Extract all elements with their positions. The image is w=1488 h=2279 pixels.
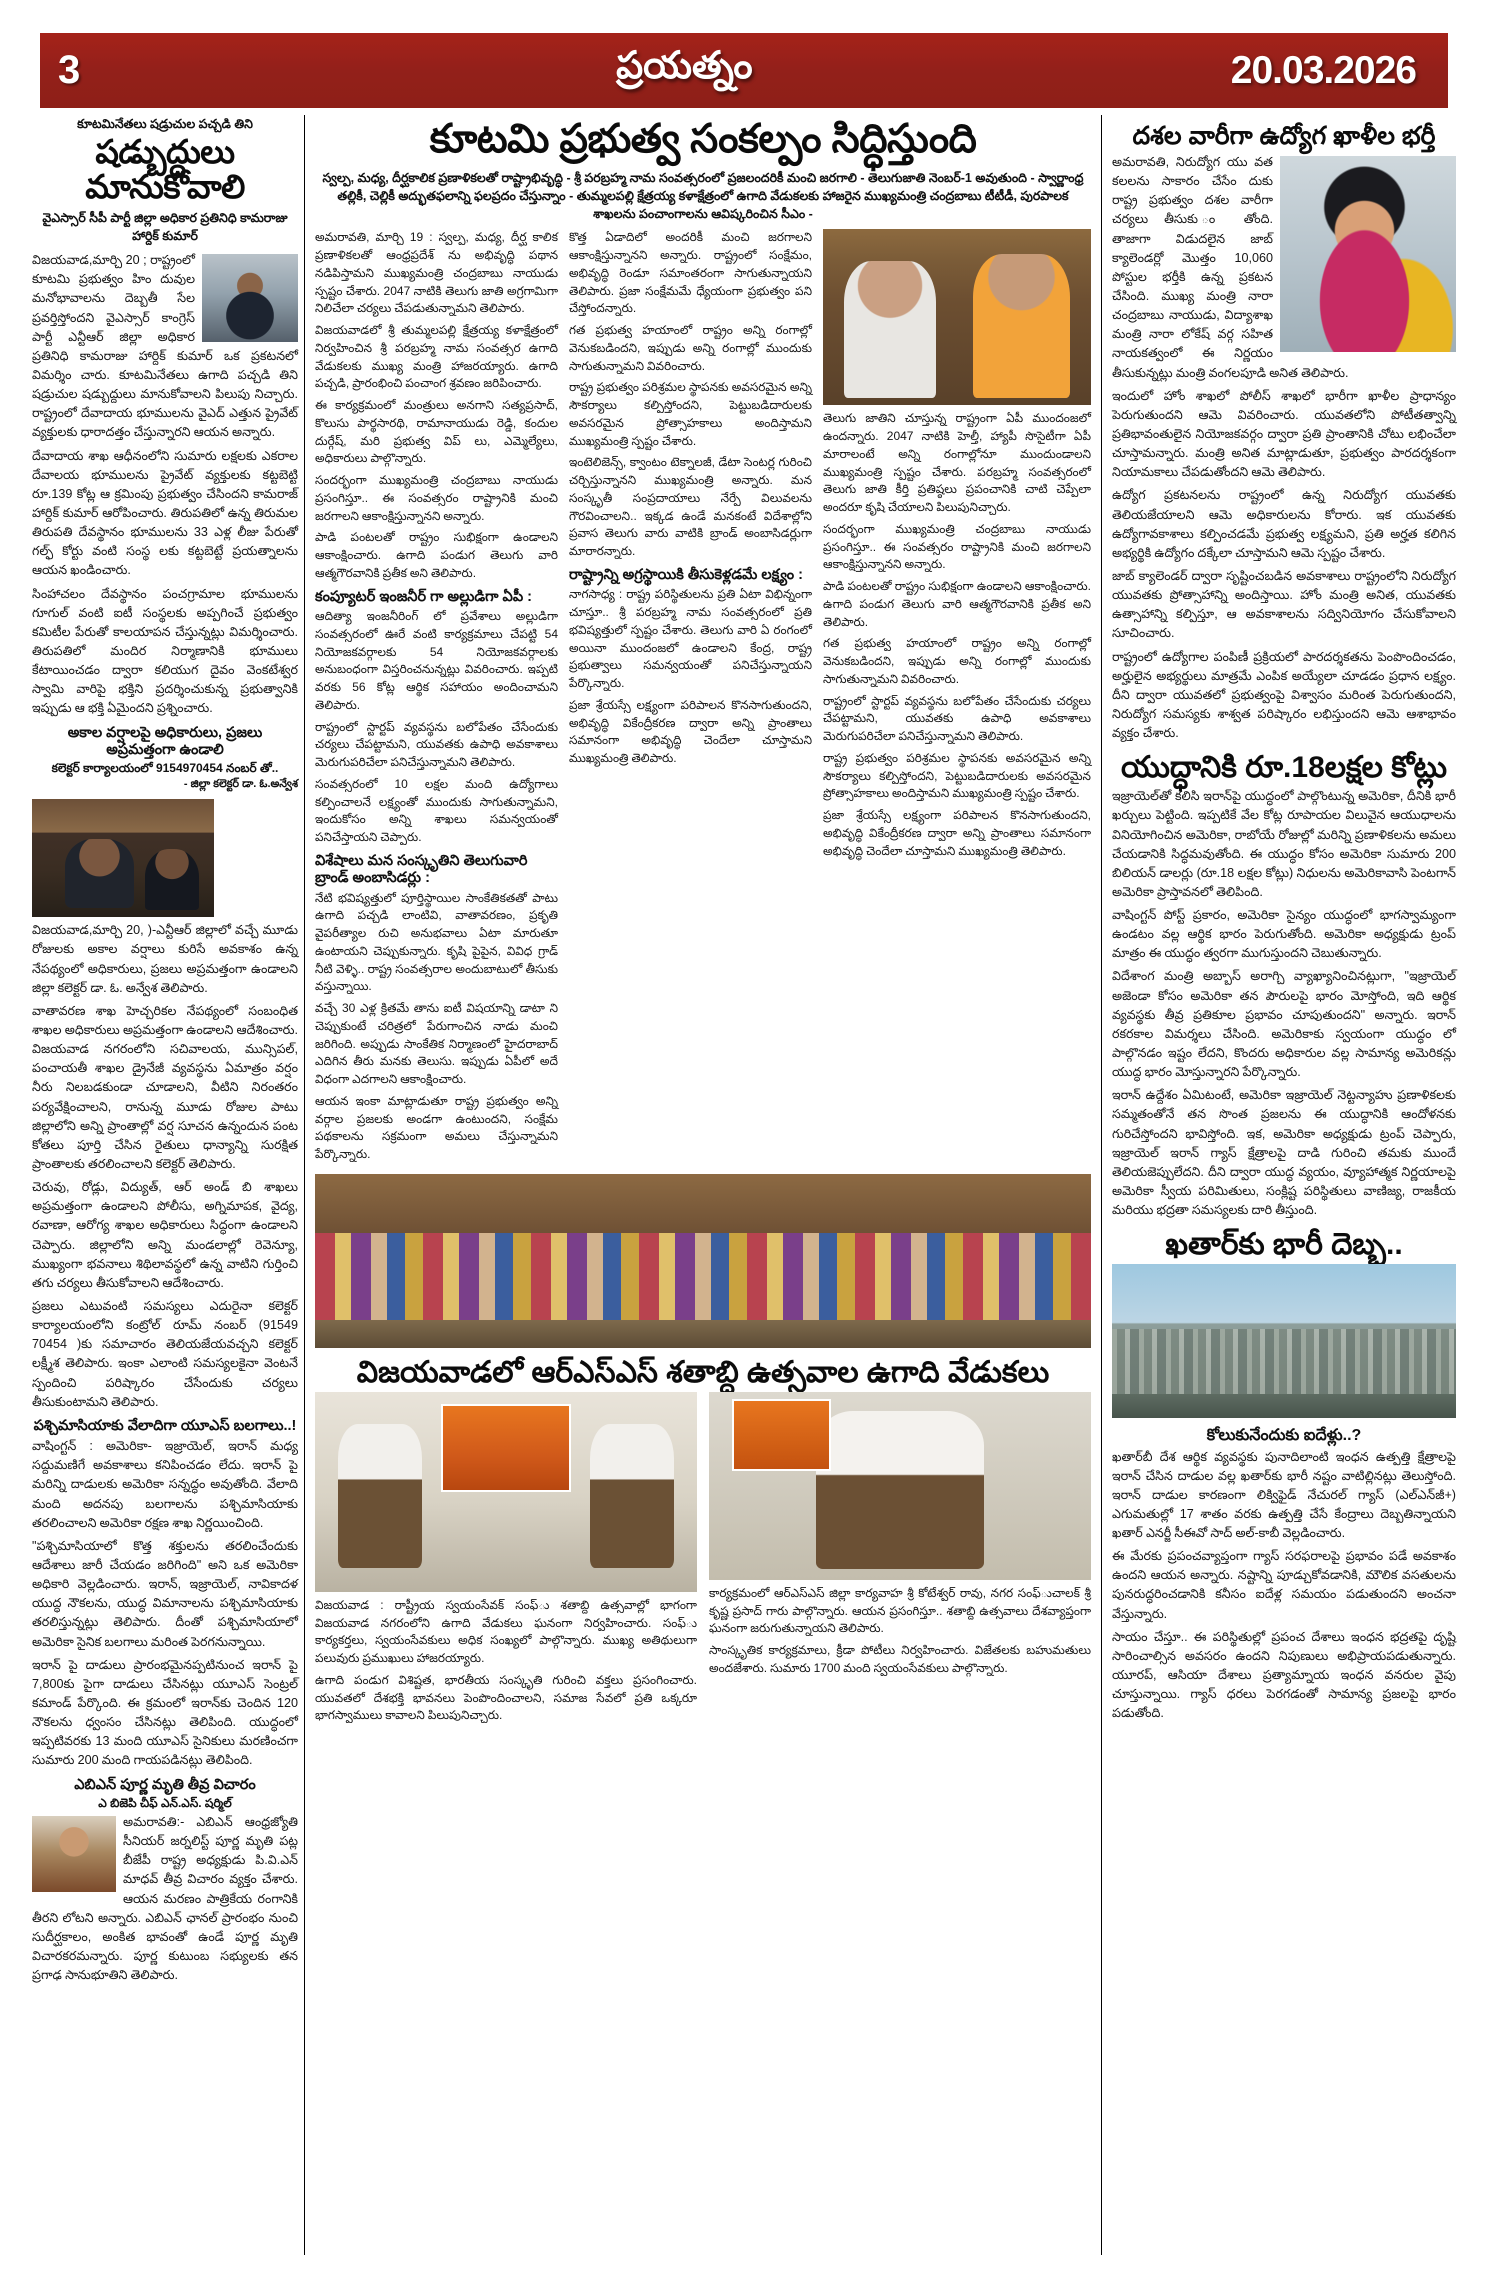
center-para-8: ఆదిత్యా ఇంజనీరింగ్ లో ప్రవేశాలు అల్లుడిగా సంవత్సరంలో ఊరే వంటి కార్యక్రమాలు చేపట్టి 54 నియోజకవర్గాలకు 54 నియోజకవర్గాలకు అనుబంధంగా విస్తరించనున్నట్లు వివరించారు. ఇప్పటి వరకు 56 కోట్ల ఆర్థిక సహాయం అందించామని తెలిపారు. [315,609,558,712]
right-column [1102,115,1460,2255]
photo-home-minister [1280,156,1456,352]
right-s1-para-3: ఉద్యోగ ప్రకటనలను రాష్ట్రంలో ఉన్న నిరుద్యోగ యువతకు తెలియజేయాలని ఆమె అధికారులను కోరారు. ఇక యువతకు ఉద్యోగావకాశాలు కల్పించడమే ప్రభుత్వ లక్ష్యమని, ప్రతి అర్హత కలిగిన అభ్యర్థికి ఉద్యోగం దక్కేలా చూస్తామని ఆమె స్పష్టం చేశారు. [1112,488,1456,560]
right-s3-para-2: ఈ మేరకు ప్రపంచవ్యాప్తంగా గ్యాస్ సరఫరాలపై ప్రభావం పడే అవకాశం ఉందని ఆయన అన్నారు. నష్టాన్ని పూడ్చుకోవడానికి, మౌలిక వసతులను పునరుద్ధరించడానికి కనీసం ఐదేళ్ల సమయం పడుతుందని అంచనా వేస్తున్నారు. [1112,1549,1456,1621]
right-s3-para-3: సాయం చేస్తూ.. ఈ పరిస్థితుల్లో ప్రపంచ దేశాలు ఇంధన భద్రతపై దృష్టి సారించాల్సిన అవసరం ఉందని నిపుణులు అభిప్రాయపడుతున్నారు. యూరప్, ఆసియా దేశాలు ప్రత్యామ్నాయ ఇంధన వనరుల వైపు చూస్తున్నాయి. గ్యాస్ ధరలు పెరగడంతో సామాన్య ప్రజలపై భారం పడుతోంది. [1112,1629,1456,1721]
left-story-kicker: కూటమినేతలు షడ్రుచుల పచ్చడి తిని [77,117,253,131]
center-story-deck: స్వల్ప, మధ్య, దీర్ఘకాలిక ప్రణాళికలతో రాష్ట్రాభివృద్ధి - శ్రీ పరబ్రహ్మ నామ సంవత్సరంలో ప్రజలందరికీ మంచి జరగాలి - తెలుగుజాతి నెంబర్-1 అవుతుంది - స్వార్ణాంధ్ర తల్లికీ, చెల్లికీ అద్భుతఫలాన్ని ఫలప్రదం చేస్తున్నాం - తుమ్మలపల్లి క్షేత్రయ్య కళాక్షేత్రంలో ఉగాది వేడుకలకు హాజరైన ముఖ్యమంత్రి చంద్రబాబు టీటీడీ, పురపాలక శాఖలను పంచాంగాలను ఆవిష్కరించిన సీఎం - [322,171,1084,222]
left-para-5: వాతావరణ శాఖ హెచ్చరికల నేపథ్యంలో సంబంధిత శాఖల అధికారులు అప్రమత్తంగా ఉండాలని ఆదేశించారు. విజయవాడ నగరంలోని సచివాలయ, మున్సిపల్, పంచాయతీ శాఖల డ్రైనేజీ వ్యవస్థను ఏమాత్రం వర్షం నీరు నిలబడకుండా చూడాలని, వీటిని నిరంతరం పర్యవేక్షించాలని, రానున్న మూడు రోజుల పాటు జిల్లాలోని అన్ని ప్రాంతాల్లో వర్ష సూచన ఉన్నందున పంట కోతలు పూర్తి చేసిన రైతులు ధాన్యాన్ని సురక్షిత ప్రాంతాలకు తరలించాలని కలెక్టర్ తెలిపారు. [32,1003,298,1171]
right-story1-headline: దశల వారీగా ఉద్యోగ ఖాళీల భర్తీ [1132,122,1436,150]
center-para-2: విజయవాడలో శ్రీ తుమ్మలపల్లి క్షేత్రయ్య కళాక్షేత్రంలో నిర్వహించిన శ్రీ పరబ్రహ్మ నామ సంవత్సర ఉగాది వేడుకలకు ముఖ్య మంత్రి హాజరయ్యారు. ఉగాది పచ్చడి, ప్రారంభించి పంచాంగ శ్రవణం జరిపించారు. [315,323,558,391]
center-column [304,115,1102,2255]
center-para-13e: రాష్ట్రంలో స్టార్టప్ వ్యవస్థను బలోపేతం చేసేందుకు చర్యలు చేపట్టామని, యువతకు ఉపాధి అవకాశాలు మెరుగుపరిచేలా పనిచేస్తున్నామని తెలిపారు. [823,693,1091,744]
left-para-3: సింహాచలం దేవస్థానం పంచగ్రామాల భూములను గూగుల్ వంటి ఐటీ సంస్థలకు అప్పగించే ప్రభుత్వం కమిటీల పేరుతో కాలయాపన చేస్తున్నట్లు విమర్శించారు. తిరుపతిలో మందిర నిర్మాణానికి భూములు కేటాయించడం ద్వారా కలియుగ దైవం వెంకటేశ్వర స్వామి వారిపై భక్తిని ప్రదర్శించుకున్న ప్రభుత్వానికి ఇప్పుడు ఆ భక్తి ఏమైందని ప్రశ్నించారు. [32,586,298,716]
photo-stage-group [315,1174,1091,1348]
center-subhead-3: రాష్ట్రాన్ని అగ్రస్థాయికి తీసుకెళ్లడమే లక్ష్యం : [569,566,803,583]
center-bottom-headline: విజయవాడలో ఆర్ఎస్ఎస్ శతాబ్ది ఉత్సవాల ఉగాది వేడుకలు [356,1355,1050,1389]
left-para-10: ఇరాన్ పై దాడులు ప్రారంభమైనప్పటినుంచ ఇరాన్ పై 7,800కు పైగా దాడులు చేసినట్లు యూఎస్ సెంట్రల్ కమాండ్ పేర్కొంది. ఈ క్రమంలో ఇరాన్‌కు చెందిన 120 నౌకలను ధ్వంసం చేసినట్లు తెలిపింది. యుద్ధంలో ఇప్పటివరకు 13 మంది యూఎస్ సైనికులు మరణించగా సుమారు 200 మంది గాయపడినట్లు తెలిపింది. [32,1657,298,1768]
center-para-13f: రాష్ట్ర ప్రభుత్వం పరిశ్రమల స్థాపనకు అవసరమైన అన్ని సౌకర్యాలు కల్పిస్తోందని, పెట్టుబడిదారులకు అవసరమైన ప్రోత్సాహకాలు అందిస్తామని ముఖ్యమంత్రి స్పష్టం చేశారు. [823,750,1091,801]
photo-cm-greeting [823,229,1091,405]
center-bottom-grid [315,1392,1091,1729]
center-para-10: సంవత్సరంలో 10 లక్షల మంది ఉద్యోగాలు కల్పించాలనే లక్ష్యంతో ముందుకు సాగుతున్నామని, ఇందుకోసం అన్ని శాఖలు సమన్వయంతో పనిచేస్తాయని చెప్పారు. [315,776,558,845]
left-subline-3: ఎ బిజెపి చీఫ్ ఎన్.ఎస్. షర్మిల్ [98,1795,232,1810]
photo-party-spokesperson [202,254,298,342]
center-para-4: సందర్భంగా ముఖ్యమంత్రి చంద్రబాబు నాయుడు ప్రసంగిస్తూ.. ఈ సంవత్సరం రాష్ట్రానికి మంచి జరగాలని ఆకాంక్షిస్తున్నానని అన్నారు. [315,473,558,523]
center-para-13g: ప్రజా శ్రేయస్సే లక్ష్యంగా పరిపాలన కొనసాగుతుందని, అభివృద్ధి వికేంద్రీకరణ ద్వారా అన్ని ప్రాంతాలు సమానంగా అభివృద్ధి చెందేలా చూస్తామని ముఖ్యమంత్రి తెలిపారు. [823,808,1091,858]
left-subhead-2: పశ్చిమాసియాకు వేలాదిగా యూఎస్ బలగాలు..! [33,1417,297,1434]
center-para-18: ప్రజా శ్రేయస్సే లక్ష్యంగా పరిపాలన కొనసాగుతుందని, అభివృద్ధి వికేంద్రీకరణ ద్వారా అన్ని ప్రాంతాలు సమానంగా అభివృద్ధి చెందేలా చూస్తామని ముఖ్యమంత్రి తెలిపారు. [569,697,812,766]
left-para-11: అమరావతి:- ఎబిఎన్ ఆంధ్రజ్యోతి సీనియర్ జర్నలిస్ట్ పూర్ణ మృతి పట్ల బీజేపీ రాష్ట్ర అధ్యక్షుడు పి.వి.ఎన్ మాధవ్ తీవ్ర విచారం వ్యక్తం చేశారు. ఆయన మరణం పాత్రికేయ రంగానికి తీరని లోటని అన్నారు. ఎబిఎన్ ఛానల్ ప్రారంభం నుంచి సుదీర్ఘకాలం, అంకిత భావంతో ఉండే పూర్ణ మృతి విచారకరమన్నారు. పూర్ణ కుటుంబ సభ్యులకు తన ప్రగాఢ సానుభూతిని తెలిపారు. [32,1814,298,1983]
center-para-3: ఈ కార్యక్రమంలో మంత్రులు అనగాని సత్యప్రసాద్, కొలుసు పార్థసారథి, రామానాయుడు రెడ్డి, కందుల దుర్గేష్, మరి ప్రభుత్వ విప్ లు, ఎమ్మెల్యేలు, అధికారులు పాల్గొన్నారు. [315,398,558,466]
masthead-banner [40,33,1448,108]
center-subhead-1: కంప్యూటర్ ఇంజనీర్ గా అల్లుడిగా ఏపీ : [315,588,532,605]
page-columns [28,115,1460,2255]
center-bottom-para-2: ఉగాది పండుగ విశిష్టత, భారతీయ సంస్కృతి గురించి వక్తలు ప్రసంగించారు. యువతలో దేశభక్తి భావనలు పెంపొందించాలని, సమాజ సేవలో ప్రతి ఒక్కరూ భాగస్వాములు కావాలని పిలుపునిచ్చారు. [315,1672,697,1723]
photo-rss-speaker [709,1392,1091,1580]
left-para-1: విజయవాడ,మార్చి 20 ; రాష్ట్రంలో కూటమి ప్రభుత్వం హిం దువుల మనోభావాలను దెబ్బతీ సేల ప్రవర్తిస్తోందని వైఎస్సార్ కాంగ్రెస్ పార్టీ ఎన్టీఆర్ జిల్లా అధికార ప్రతినిధి కామరాజు హార్దిక్ కుమార్ ఒక ప్రకటనలో విమర్శిం చారు. కూటమినేతలు ఉగాది పచ్చడి తిని షడ్రుచుల షడ్బుద్దులు మానుకోవాలని పిలుపు నిచ్చారు. రాష్ట్రంలో దేవాదాయ భూములను వైఎద్ ఎత్తున ప్రైవేట్ వ్యక్తులకు ధారాదత్తం చేస్తున్నారని ఆయన అన్నారు. [32,253,298,440]
paper-title: ప్రయత్నం [616,44,753,87]
right-s1-para-4: జాబ్ క్యాలెండర్ ద్వారా సృష్టించబడిన అవకాశాలు రాష్ట్రంలోని నిరుద్యోగ యువతకు ప్రోత్సాహాన్ని అందిస్తాయి. హోం మంత్రి అనిత, యువతకు ఉత్సాహాన్ని కల్పిస్తూ, ఆ అవకాశాలను సద్వినియోగం చేసుకోవాలని సూచించారు. [1112,568,1456,641]
right-s1-para-5: రాష్ట్రంలో ఉద్యోగాల పంపిణీ ప్రక్రియలో పారదర్శకతను పెంపొందించడం, అర్హులైన అభ్యర్థులు మాత్రమే ఎంపిక అయ్యేలా చూడడం ప్రధాన లక్ష్యం. దీని ద్వారా యువతలో ప్రభుత్వంపై విశ్వాసం మరింత పెరుగుతుందని, నిరుద్యోగ సమస్యకు శాశ్వత పరిష్కారం లభిస్తుందని ఆమె ఆశాభావం వ్యక్తం చేశారు. [1112,649,1456,741]
rss-banner [441,1404,571,1492]
center-para-9: రాష్ట్రంలో స్టార్టప్ వ్యవస్థను బలోపేతం చేసేందుకు చర్యలు చేపట్టామని, యువతకు ఉపాధి అవకాశాలు మెరుగుపరిచేలా పనిచేస్తున్నామని తెలిపారు. [315,719,558,770]
left-subline-1: కలెక్టర్ కార్యాలయంలో 9154970454 నంబర్ తో.. [51,761,279,776]
left-para-4: విజయవాడ,మార్చి 20, )-ఎన్టీఆర్ జిల్లాలో వచ్చే మూడు రోజులకు అకాల వర్షాలు కురిసే అవకాశం ఉన్న నేపథ్యంలో అధికారులు, ప్రజలు అప్రమత్తంగా ఉండాలని జిల్లా కలెక్టర్ డా. ఓ. అన్వేశ తెలిపారు. [32,923,298,995]
left-story-headline: షడ్బుద్దులు మానుకోవాలి [85,132,245,206]
left-subhead-3: ఎబిఎన్ పూర్ణ మృతి తీవ్ర విచారం [74,1776,256,1793]
page-number: 3 [58,48,80,92]
left-para-6: చెరువు, రోడ్లు, విద్యుత్, ఆర్ అండ్ బి శాఖలు అప్రమత్తంగా ఉండాలని పోలీసు, అగ్నిమాపక, వైద్య, రవాణా, ఆరోగ్య శాఖల అధికారులు సిద్ధంగా ఉండాలని చెప్పారు. జిల్లాలోని అన్ని మండలాల్లో రెవెన్యూ, ముఖ్యంగా భవనాలు శిథిలావస్థలో ఉన్న వాటిని గుర్తించి తగు చర్యలు తీసుకోవాలని ఆదేశించారు. [32,1180,298,1290]
right-story2-headline: యుద్ధానికి రూ.18లక్షల కోట్లు [1120,751,1448,785]
center-para-6: కొత్త ఏడాదిలో అందరికీ మంచి జరగాలని ఆకాంక్షిస్తున్నానని అన్నారు. రాష్ట్రంలో సంక్షేమం, అభివృద్ధి రెండూ సమాంతరంగా సాగుతున్నాయని తెలిపారు. ప్రజా సంక్షేమమే ధ్యేయంగా ప్రభుత్వం పని చేస్తోందన్నారు. [569,230,812,316]
right-s2-para-4: ఇరాన్ ఉద్దేశం ఏమిటంటే, అమెరికా ఇజ్రాయెల్ నెట్టన్యాహు ప్రణాళికలకు సమ్మతంతోనే తన సొంత ప్రజలను ఈ యుద్ధానికి ఆందోళనకు గురిచేస్తోందని భావిస్తోంది. ఇక, అమెరికా అధ్యక్షుడు ట్రంప్ చెప్పారు, ఇజ్రాయెల్ ఇరాన్ గ్యాస్ క్షేత్రాలపై దాడి గురించి తమకు ముందే తెలియజెప్పులేదని. దీని ద్వారా యుద్ధ వ్యయం, వ్యూహాత్మక నిర్ణయాలపై అమెరికా స్వీయ పరిమితులు, సంక్లిష్ట పరిస్థితులు వాణిజ్య, రాజకీయ మరియు భద్రతా సమస్యలకు దారి తీస్తుంది. [1112,1088,1456,1218]
center-subhead-2: విశేషాలు మన సంస్కృతిని తెలుగువారి బ్రాండ్ అంబాసిడర్లు : [315,852,528,887]
issue-date: 20.03.2026 [1230,48,1416,92]
center-bottom-para-3: కార్యక్రమంలో ఆర్ఎస్ఎస్ జిల్లా కార్యవాహ శ్రీ కోటేశ్వర్ రావు, నగర సంఫ్ుచాలక్ శ్రీ కృష్ణ ప్రసాద్ గారు పాల్గొన్నారు. ఆయన ప్రసంగిస్తూ.. శతాబ్ది ఉత్సవాలు దేశవ్యాప్తంగా ఘనంగా జరుగుతున్నాయని తెలిపారు. [709,1585,1092,1636]
right-story3-subhead: కోలుకునేందుకు ఐదేళ్లు..? [1206,1427,1362,1445]
photo-rss-event [315,1392,697,1592]
center-top-grid [315,229,1091,1167]
center-para-11: రాష్ట్ర ప్రభుత్వం పరిశ్రమల స్థాపనకు అవసరమైన అన్ని సౌకర్యాలు కల్పిస్తోందని, పెట్టుబడిదారులకు అవసరమైన ప్రోత్సాహకాలు అందిస్తామని ముఖ్యమంత్రి స్పష్టం చేశారు. [569,380,812,448]
left-para-9: "పశ్చిమాసియాలో కొత్త శక్తులను తరలించేందుకు ఆదేశాలు జారీ చేయడం జరిగింది" అని ఒక అమెరికా అధికారి వెల్లడించారు. ఇరాన్, ఇజ్రాయెల్, నావికాదళ యుద్ధ నౌకలను, యుద్ధ విమానాలను పశ్చిమాసియాకు తరలిస్తున్నట్లు తెలిపారు. దీంతో పశ్చిమాసియాలో అమెరికా సైనిక బలగాలు మరింత పెరగనున్నాయి. [32,1538,298,1649]
center-para-5: పాడి పంటలతో రాష్ట్రం సుభిక్షంగా ఉండాలని ఆకాంక్షించారు. ఉగాది పండుగ తెలుగు వారి ఆత్మగౌరవానికి ప్రతీక అని తెలిపారు. [315,530,558,580]
center-story-headline: కూటమి ప్రభుత్వ సంకల్పం సిద్ధిస్తుంది [429,117,977,161]
left-para-8: వాషింగ్టన్ : అమెరికా- ఇజ్రాయెల్, ఇరాన్ మధ్య సద్దుమణిగే అవకాశాలు కనిపించడం లేదు. ఇరాన్ పై మరిన్ని దాడులకు అమెరికా సన్నద్ధం అవుతోంది. వేలాది మంది అదనపు బలగాలను పశ్చిమాసియాకు తరలించాలని అమెరికా రక్షణ శాఖ నిర్ణయించింది. [32,1439,298,1530]
center-para-13c: పాడి పంటలతో రాష్ట్రం సుభిక్షంగా ఉండాలని ఆకాంక్షించారు. ఉగాది పండుగ తెలుగు వారి ఆత్మగౌరవానికి ప్రతీక అని తెలిపారు. [823,579,1091,629]
right-s2-para-1: ఇజ్రాయెల్‌తో కలిసి ఇరాన్‌పై యుద్ధంలో పాల్గొంటున్న అమెరికా, దీనికి భారీ ఖర్చులు పెట్టింది. ఇప్పటికే వేల కోట్ల రూపాయల విలువైన ఆయుధాలను వినియోగించిన అమెరికా, రాబోయే రోజుల్లో మరిన్ని ప్రణాళికలను అమలు చేయడానికి సిద్ధమవుతోంది. ఈ యుద్ధం కోసం అమెరికా సుమారు 200 బిలియన్ డాలర్లు (రూ.18 లక్షల కోట్లు) నిధులను అమెరికావాసి పెంటగాన్ అమెరికా ప్రాస్తావనలో తెలిపింది. [1112,789,1456,899]
center-para-12: ఇంటెలిజెన్స్, క్వాంటం టెక్నాలజీ, డేటా సెంటర్ల గురించి చర్చిస్తున్నానని ముఖ్యమంత్రి అన్నారు. మన సంస్కృతీ సంప్రదాయాలు నేర్పే విలువలను గౌరవించాలని.. ఇక్కడ ఉండే మనకంటే విదేశాల్లోని ప్రవాస తెలుగు వారు వాటికి బ్రాండ్ అంబాసిడర్లుగా మారారన్నారు. [569,455,812,559]
center-bottom-para-4: సాంస్కృతిక కార్యక్రమాలు, క్రీడా పోటీలు నిర్వహించారు. విజేతలకు బహుమతులు అందజేశారు. సుమారు 1700 మంది స్వయంసేవకులు పాల్గొన్నారు. [709,1643,1091,1675]
center-para-1: అమరావతి, మార్చి 19 : స్వల్ప, మధ్య, దీర్ఘ కాలిక ప్రణాళికలతో ఆంధ్రప్రదేశ్ ను అభివృద్ధి పథాన నడిపిస్తామని ముఖ్యమంత్రి చంద్రబాబు నాయుడు స్పష్టం చేశారు. 2047 నాటికి తెలుగు జాతి అగ్రగామిగా నిలిచేలా చర్యలు చేపడుతున్నామని తెలిపారు. [315,230,558,316]
left-subhead-1: అకాల వర్షాలపై అధికారులు, ప్రజలు అప్రమత్తంగా ఉండాలి [67,724,263,758]
center-para-7: గత ప్రభుత్వ హయాంలో రాష్ట్రం అన్ని రంగాల్లో వెనుకబడిందని, ఇప్పుడు అన్ని రంగాల్లో ముందుకు సాగుతున్నామని వివరించారు. [569,323,812,373]
photo-refinery [1112,1264,1456,1418]
left-column [28,115,304,2255]
right-s1-para-1: అమరావతి, నిరుద్యోగ యు వత కలలను సాకారం చేసేం దుకు రాష్ట్ర ప్రభుత్వం దశల వారీగా చర్యలు తీసుకు ం తోంది. తాజాగా విడుదలైన జాబ్ క్యాలెండర్లో మొత్తం 10,060 పోస్టుల భర్తీకి ఉన్న ప్రకటన చేసింది. ముఖ్య మంత్రి నారా చంద్రబాబు నాయుడు, విద్యాశాఖ మంత్రి నారా లోకేష్ వర్గ సహిత నాయకత్వంలో ఈ నిర్ణయం తీసుకున్నట్లు మంత్రి వంగలపూడి అనిత తెలిపారు. [1112,155,1349,380]
photo-bjp-leader [32,1816,116,1892]
right-s2-para-3: విదేశాంగ మంత్రి అబ్బాస్ అరాగ్చి వ్యాఖ్యానించినట్లుగా, "ఇజ్రాయెల్ అజెండా కోసం అమెరికా తన పౌరులపై భారం మోస్తోంది, ఇది ఆర్థిక వ్యవస్థకు తీవ్ర ప్రతికూల ప్రభావం చూపుతుందని" అన్నారు. ఇరాన్ రకరకాల విమర్శలు చేసింది. అమెరికాకు స్వయంగా యుద్ధం లో పాల్గొనడం ఇష్టం లేదని, కొందరు అధికారుల వల్ల సామాన్య అమెరికన్లు యుద్ధ భారం మోస్తున్నారని పేర్కొన్నారు. [1112,969,1456,1080]
left-story-deck: వైఎస్సార్ సీపీ పార్టీ జిల్లా అధికార ప్రతినిధి కామరాజు హార్దిక్ కుమార్ [42,210,288,243]
left-byline-1: - జిల్లా కలెక్టర్ డా. ఓ.అన్వేశ [183,778,298,791]
rss-flag-icon [732,1399,831,1470]
center-para-17: నాగసాధ్య : రాష్ట్ర పరిస్థితులను ప్రతి ఏటా విభిన్నంగా చూస్తూ.. శ్రీ పరబ్రహ్మ నామ సంవత్సరంలో ప్రతి భవిష్యత్తులో స్పష్టం చేశారు. తెలుగు వారి ఏ రంగంలో అయినా ముందంజలో ఉండాలని కేంద్ర, రాష్ట్ర ప్రభుత్వాలు సమన్వయంతో పనిచేస్తున్నాయని పేర్కొన్నారు. [569,587,812,691]
right-story3-headline: ఖతార్‌కు భారీ దెబ్బ.. [1165,1228,1403,1262]
center-para-13d: గత ప్రభుత్వ హయాంలో రాష్ట్రం అన్ని రంగాల్లో వెనుకబడిందని, ఇప్పుడు అన్ని రంగాల్లో ముందుకు సాగుతున్నామని వివరించారు. [823,636,1091,686]
center-para-15: వచ్చే 30 ఎళ్ల క్రితమే తాను ఐటీ విషయాన్ని డాటా ని చెప్పుకుంటే చరిత్రలో పేరుగాంచిన నాడు మంచి జరిగింది. అప్పుడు సాంకేతిక నిర్మాణంలో హైదరాబాద్ ఎదిగిన తీరు మనకు తెలుసు. ఇప్పుడు ఏపీలో అదే విధంగా ఎదగాలని ఆకాంక్షించారు. [315,1001,558,1087]
center-para-14: నేటి భవిష్యత్తులో పూర్తిస్థాయిల సాంకేతికతతో పాటు ఉగాది పచ్చడి లాంటివి, వాతావరణం, ప్రకృతి వైపరీత్యాల రుచి అనుభవాలు ఏటా మారుతూ ఉంటాయని చెప్పుకున్నారు. కృషి పైపైన, వివిధ గ్రాడ్ నీటి వెళ్ళి.. రాష్ట్ర సంవత్సరాల అందుబాటులో తీసుకు వస్తున్నాయి. [315,890,558,994]
center-para-13: తెలుగు జాతిని చూస్తున్న రాష్ట్రంగా ఏపీ ముందంజలో ఉందన్నారు. 2047 నాటికి హెల్తీ, హ్యాపీ సొసైటీగా ఏపీ మారాలంటే అన్ని రంగాల్లోనూ ముందుండాలని ముఖ్యమంత్రి స్పష్టం చేశారు. పరబ్రహ్మ సంవత్సరంలో తెలుగు జాతి కీర్తి ప్రతిష్ఠలు ప్రపంచానికి చాటి చెప్పేలా అందరూ కృషి చేయాలని పిలుపునిచ్చారు. [823,411,1091,515]
center-para-16: ఆయన ఇంకా మాట్లాడుతూ రాష్ట్ర ప్రభుత్వం అన్ని వర్గాల ప్రజలకు అండగా ఉంటుందని, సంక్షేమ పథకాలను సక్రమంగా అమలు చేస్తున్నామని పేర్కొన్నారు. [315,1093,558,1162]
left-para-2: దేవాదాయ శాఖ ఆధీనంలోని సుమారు లక్షలకు ఎకరాల దేవాలయ భూములను ప్రైవేట్ వ్యక్తులకు కట్టబెట్టి రూ.139 కోట్ల ఆ క్రమింపు ప్రభుత్వం చేసిందని కామరాజ్ హార్దిక్ కుమార్ ఆరోపించారు. తిరుపతిలో ఉన్న తిరుమల తిరుపతి దేవస్థానం భూములను 33 ఎళ్ల లీజు పేరుతో గల్ఫ్ కోర్టు వంటి సంస్థ లకు కట్టబెట్టే ప్రయత్నాలను ఆయన ఖండించారు. [32,448,298,578]
left-para-7: ప్రజలు ఎటువంటి సమస్యలు ఎదురైనా కలెక్టర్ కార్యాలయంలోని కంట్రోల్ రూమ్ నంబర్ (91549 70454 )కు సమాచారం తెలియజేయవచ్చని కలెక్టర్ లక్ష్మీశ తెలిపారు. ఇంకా ఎలాంటి సమస్యలకైనా వెంటనే స్పందించి పరిష్కారం చేసేందుకు చర్యలు తీసుకుంటామని తెలిపారు. [32,1298,298,1409]
center-bottom-para-1: విజయవాడ : రాష్ట్రీయ స్వయంసేవక్ సంఫ్ు శతాబ్ది ఉత్సవాల్లో భాగంగా విజయవాడ నగరంలోని ఉగాది వేడుకలు ఘనంగా నిర్వహించారు. సంఫ్ు కార్యకర్తలు, స్వయంసేవకులు అధిక సంఖ్యలో పాల్గొన్నారు. ముఖ్య అతిథులుగా పలువురు ప్రముఖులు హాజరయ్యారు. [315,1597,697,1666]
right-s3-para-1: ఖతార్‌బీ దేశ ఆర్థిక వ్యవస్థకు పునాదిలాంటి ఇంధన ఉత్పత్తి క్షేత్రాలపై ఇరాన్ చేసిన దాడుల వల్ల ఖతార్‌కు భారీ నష్టం వాటిల్లినట్లు తెలుస్తోంది. ఇరాన్ దాడుల కారణంగా లిక్విఫైడ్ నేచురల్ గ్యాస్ (ఎల్ఎన్‌జీ+) ఎగుమతుల్లో 17 శాతం వరకు ఉత్పత్తి చేసే కేంద్రాలు దెబ్బతిన్నాయని ఖతార్ ఎనర్జీ సీఈవో సాద్ అల్-కాబీ వెల్లడించారు. [1112,1449,1456,1541]
right-s1-para-2: ఇందులో హోం శాఖలో పోలీస్ శాఖలో భారీగా ఖాళీల ప్రాధాన్యం పెరుగుతుందని ఆమె వివరించారు. యువతలోని పోటీతత్వాన్ని ప్రతిభావంతులైన నియోజకవర్గం ద్వారా ప్రతి ప్రాంతానికి చోటు లభించేలా చూస్తామన్నారు. మంత్రి అనిత మాట్లాడుతూ, ప్రభుత్వం పారదర్శకంగా నియామకాలు చేపడుతోందని ఆమె తెలిపారు. [1112,388,1456,480]
right-s2-para-2: వాషింగ్టన్ పోస్ట్ ప్రకారం, అమెరికా సైన్యం యుద్ధంలో భాగస్వామ్యంగా ఉండటం వల్ల ఆర్థిక భారం పెరుగుతోంది. అమెరికా అధ్యక్షుడు ట్రంప్ మాత్రం ఈ యుద్ధం త్వరగా ముగుస్తుందని చెబుతున్నారు. [1112,908,1456,961]
photo-collector-desk [32,799,214,917]
center-para-13b: సందర్భంగా ముఖ్యమంత్రి చంద్రబాబు నాయుడు ప్రసంగిస్తూ.. ఈ సంవత్సరం రాష్ట్రానికి మంచి జరగాలని ఆకాంక్షిస్తున్నానని అన్నారు. [823,521,1091,572]
